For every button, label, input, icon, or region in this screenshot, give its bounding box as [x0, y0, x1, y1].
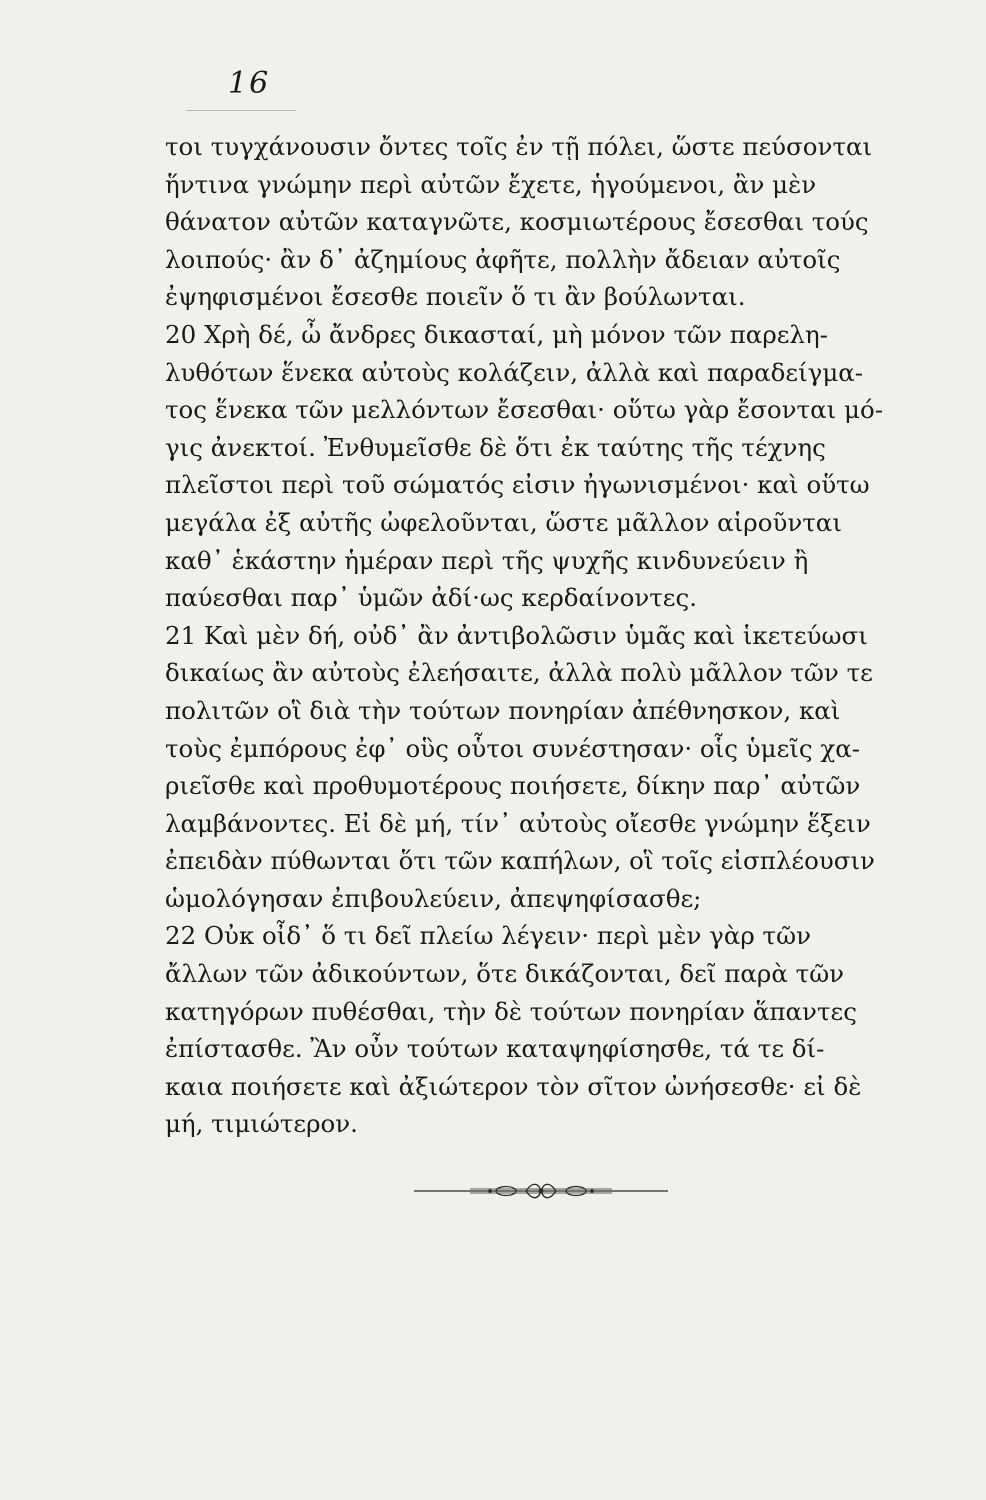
- text-line: πλεῖστοι περὶ τοῦ σώματός εἰσιν ἠγωνισμένοι· καὶ οὕτω: [165, 470, 870, 500]
- text-line: γις ἀνεκτοί. Ἐνθυμεῖσθε δὲ ὅτι ἐκ ταύτης τῆς τέχνης: [165, 432, 826, 462]
- text-line: λοιπούς· ἂν δ᾽ ἀζημίους ἀφῆτε, πολλὴν ἄδειαν αὐτοῖς: [165, 244, 841, 274]
- text-line: παύεσθαι παρ᾽ ὑμῶν ἀδί·ως κερδαίνοντες.: [165, 583, 697, 613]
- text-line: 21 Καὶ μὲν δή, οὐδ᾽ ἂν ἀντιβολῶσιν ὑμᾶς καὶ ἱκετεύωσι: [165, 620, 868, 650]
- header-rule: [186, 110, 296, 111]
- page-number: 16: [228, 66, 271, 101]
- text-line: ὡμολόγησαν ἐπιβουλεύειν, ἀπεψηφίσασθε;: [165, 883, 702, 913]
- text-line: ἐπίστασθε. Ἂν οὖν τούτων καταψηφίσησθε, τά τε δί-: [165, 1034, 825, 1064]
- text-line: καια ποιήσετε καὶ ἀξιώτερον τὸν σῖτον ὠνήσεσθε· εἰ δὲ: [165, 1071, 862, 1101]
- text-line: τοὺς ἐμπόρους ἐφ᾽ οὓς οὗτοι συνέστησαν· οἷς ὑμεῖς χα-: [165, 733, 861, 763]
- text-line: λυθότων ἕνεκα αὐτοὺς κολάζειν, ἀλλὰ καὶ παραδείγμα-: [165, 357, 864, 387]
- text-line: 20 Χρὴ δέ, ὦ ἄνδρες δικασταί, μὴ μόνον τῶν παρελη-: [165, 319, 828, 349]
- text-line: θάνατον αὐτῶν καταγνῶτε, κοσμιωτέρους ἔσεσθαι τούς: [165, 207, 869, 237]
- text-line: τος ἕνεκα τῶν μελλόντων ἔσεσθαι· οὕτω γὰρ ἔσονται μό-: [165, 395, 884, 425]
- text-line: ἥντινα γνώμην περὶ αὐτῶν ἔχετε, ἡγούμενοι, ἂν μὲν: [165, 169, 817, 199]
- text-line: κατηγόρων πυθέσθαι, τὴν δὲ τούτων πονηρίαν ἅπαντες: [165, 996, 857, 1026]
- text-line: μή, τιμιώτερον.: [165, 1109, 358, 1139]
- text-line: 22 Οὐκ οἶδ᾽ ὅ τι δεῖ πλείω λέγειν· περὶ μὲν γὰρ τῶν: [165, 921, 811, 951]
- text-line: λαμβάνοντες. Εἰ δὲ μή, τίν᾽ αὐτοὺς οἴεσθε γνώμην ἕξειν: [165, 808, 871, 838]
- text-line: ἐψηφισμένοι ἔσεσθε ποιεῖν ὅ τι ἂν βούλωνται.: [165, 282, 746, 312]
- text-line: τοι τυγχάνουσιν ὄντες τοῖς ἐν τῇ πόλει, ὥστε πεύσονται: [165, 132, 873, 161]
- text-line: καθ᾽ ἑκάστην ἡμέραν περὶ τῆς ψυχῆς κινδυνεύειν ἢ: [165, 545, 809, 575]
- text-line: ἐπειδὰν πύθωνται ὅτι τῶν καπήλων, οἳ τοῖς εἰσπλέουσιν: [165, 846, 875, 876]
- text-line: πολιτῶν οἳ διὰ τὴν τούτων πονηρίαν ἀπέθνησκον, καὶ: [165, 695, 841, 725]
- text-line: μεγάλα ἐξ αὐτῆς ὠφελοῦνται, ὥστε μᾶλλον αἱροῦνται: [165, 507, 842, 537]
- body-text: [165, 128, 935, 1143]
- end-ornament-icon: [410, 1178, 672, 1204]
- text-line: ριεῖσθε καὶ προθυμοτέρους ποιήσετε, δίκην παρ᾽ αὐτῶν: [165, 771, 861, 801]
- text-line: ἄλλων τῶν ἀδικούντων, ὅτε δικάζονται, δεῖ παρὰ τῶν: [165, 959, 845, 989]
- text-line: δικαίως ἂν αὐτοὺς ἐλεήσαιτε, ἀλλὰ πολὺ μᾶλλον τῶν τε: [165, 658, 873, 688]
